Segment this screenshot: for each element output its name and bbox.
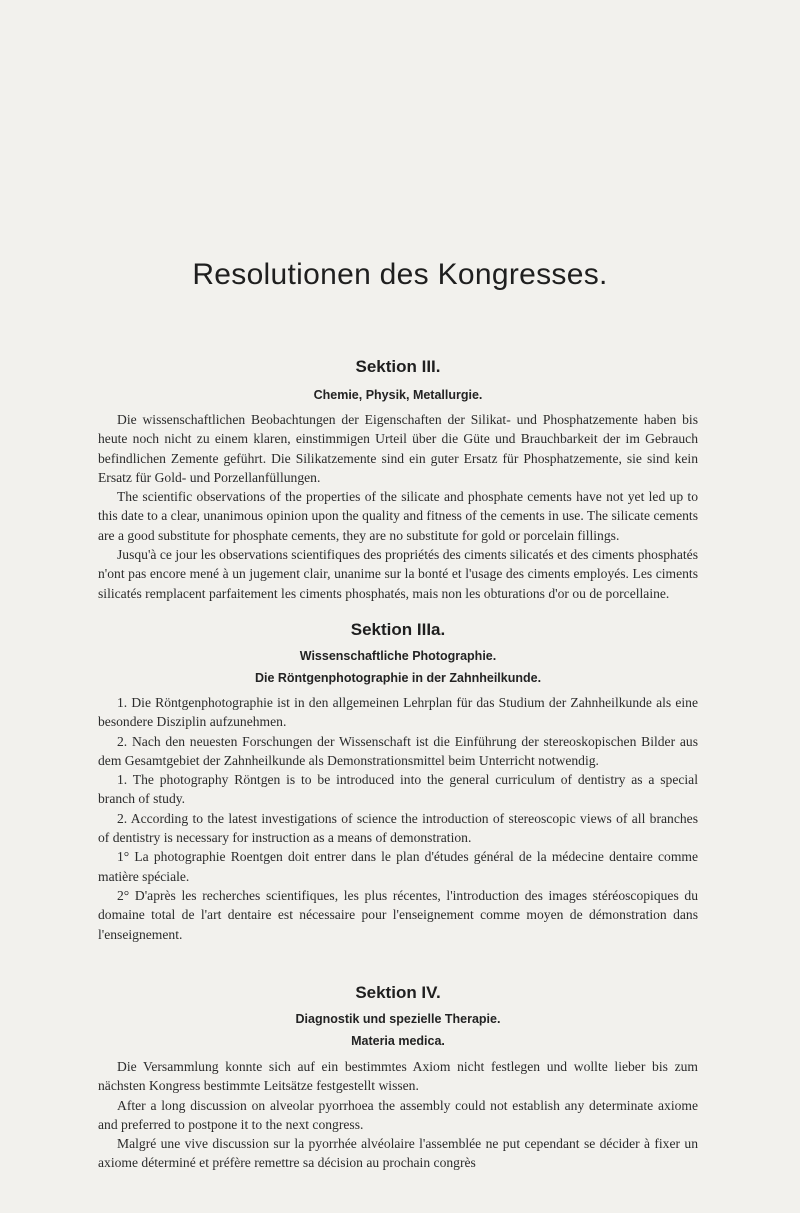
paragraph: Malgré une vive discussion sur la pyorrhée alvéolaire l'assemblée ne put cependant se décider à fixer un axiome déterminé et préfère remettre sa décision au prochain congrès [98,1136,698,1171]
section-subheading: Materia medica. [351,1034,445,1048]
paragraph: 1° La photographie Roentgen doit entrer dans le plan d'études général de la médecine dentaire comme matière spéciale. [98,849,698,884]
section-heading: Sektion IIIa. [350,620,446,639]
paragraph: 1. The photography Röntgen is to be introduced into the general curriculum of dentistry as a special branch of study. [98,772,698,807]
section-subheading: Chemie, Physik, Metallurgie. [313,388,483,402]
section-3 [98,357,698,603]
section-subheading: Diagnostik und spezielle Therapie. [295,1012,501,1026]
section-4 [98,983,698,1173]
section-subheading: Wissenschaftliche Photographie. [299,649,497,663]
paragraph: 2. According to the latest investigations of science the introduction of stereoscopic views of all branches of dentistry is necessary for instruction as a means of demonstration. [98,810,698,846]
section-heading: Sektion III. [355,357,441,376]
paragraph: 1. Die Röntgenphotographie ist in den allgemeinen Lehrplan für das Studium der Zahnheilkunde als eine besondere Disziplin aufzunehmen. [98,695,698,730]
paragraph: Jusqu'à ce jour les observations scientifiques des propriétés des ciments silicatés et des ciments phosphatés n'ont pas encore mené à un jugement clair, unanime sur la bonté et l'usage des ciments employés. Les ciments silicatés remplacent parfaitement les ciments phosphatés, mais non les obturations d'or ou de porcellaine. [98,547,698,601]
paragraph: 2° D'après les recherches scientifiques, les plus récentes, l'introduction des images stéréoscopiques du domaine total de l'art dentaire est nécessaire pour l'enseignement comme moyen de démonstration dans l'enseignement. [98,887,698,942]
paragraph: After a long discussion on alveolar pyorrhoea the assembly could not establish any determinate axiome and preferred to postpone it to the next congress. [98,1097,698,1132]
section-subheading: Die Röntgenphotographie in der Zahnheilkunde. [254,671,542,685]
paragraph: The scientific observations of the properties of the silicate and phosphate cements have not yet led up to this date to a clear, unanimous opinion upon the quality and fitness of the cements in use. The silicate cements are a good substitute for phosphate cements, they are no substitute for gold or porcelain fillings. [98,489,698,543]
paragraph: Die wissenschaftlichen Beobachtungen der Eigenschaften der Silikat- und Phosphatzemente haben bis heute noch nicht zu einem klaren, einstimmigen Urteil über die Güte und Brauchbarkeit der im Gebrauch befindlichen Zemente geführt. Die Silikatzemente sind ein guter Ersatz für Phosphatzemente, sie sind kein Ersatz für Gold- und Porzellanfüllungen. [98,412,698,485]
page-title: Resolutionen des Kongresses. [192,258,608,291]
section-heading: Sektion IV. [355,983,441,1002]
section-3a [98,620,698,944]
paragraph: Die Versammlung konnte sich auf ein bestimmtes Axiom nicht festlegen und wollte lieber bis zum nächsten Kongress bestimmte Leitsätze festgestellt wissen. [98,1059,698,1094]
paragraph: 2. Nach den neuesten Forschungen der Wissenschaft ist die Einführung der stereoskopischen Bilder aus dem Gesamtgebiet der Zahnheilkunde als Demonstrationsmittel beim Unterricht notwendig. [98,733,698,768]
